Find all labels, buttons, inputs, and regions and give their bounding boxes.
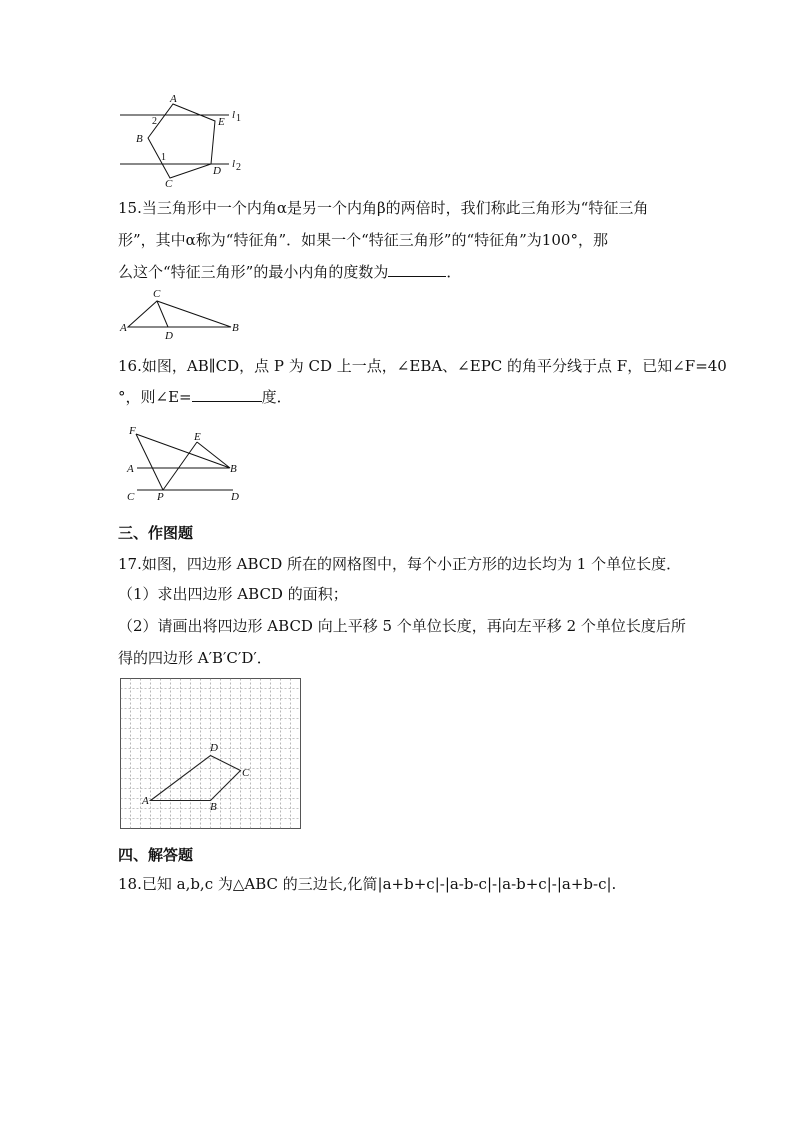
label-angle1: 1 (161, 152, 166, 163)
segment-EP (163, 442, 197, 490)
q18-line1: 18.已知 a,b,c 为△ABC 的三边长,化简|a+b+c|-|a-b-c|-|a-b+c|-|a+b-c|. (118, 875, 617, 893)
label-C: C (165, 178, 173, 190)
label-A: A (127, 463, 134, 475)
label-l1: l (232, 109, 236, 121)
label-D: D (231, 491, 239, 503)
label-l2-sub: 2 (236, 162, 241, 173)
label-D: D (210, 742, 218, 754)
label-A: A (170, 93, 177, 105)
label-B: B (232, 322, 239, 334)
q15-line3-end: ． (446, 263, 462, 281)
q15-answer-blank[interactable] (388, 262, 446, 277)
segment-EB (197, 442, 230, 468)
label-B: B (210, 801, 217, 813)
q15-line3-text: 么这个“特征三角形”的最小内角的度数为 (118, 263, 389, 281)
label-F: F (129, 425, 136, 437)
q16-line2-text: °，则∠E= (118, 388, 192, 406)
triangle-figure (115, 286, 245, 344)
q16-line1: 16.如图，AB∥CD，点 P 为 CD 上一点，∠EBA、∠EPC 的角平分线于点 F，已知∠F=40 (118, 357, 727, 375)
section-4-title: 四、解答题 (118, 846, 194, 864)
label-E: E (194, 431, 201, 443)
label-l1-sub: 1 (236, 113, 241, 124)
label-C: C (153, 288, 161, 300)
segment-CD (157, 301, 168, 327)
q15-line2: 形”，其中α称为“特征角”．如果一个“特征三角形”的“特征角”为100°，那 (118, 231, 608, 249)
label-E: E (218, 116, 225, 128)
q17-part2-line2: 得的四边形 A′B′C′D′． (118, 649, 272, 667)
grid-figure (119, 677, 304, 832)
pentagon-figure (115, 90, 255, 190)
q17-part2-line1: （2）请画出将四边形 ABCD 向上平移 5 个单位长度，再向左平移 2 个单位长度后所 (118, 617, 686, 635)
label-A: A (142, 795, 149, 807)
label-C: C (127, 491, 135, 503)
q17-line1: 17.如图，四边形 ABCD 所在的网格图中，每个小正方形的边长均为 1 个单位长度． (118, 555, 682, 573)
label-angle2: 2 (152, 116, 157, 127)
q16-line2-end: 度． (261, 388, 292, 406)
q16-line2 (118, 387, 292, 407)
q17-part1: （1）求出四边形 ABCD 的面积； (118, 585, 348, 603)
q15-line3 (118, 262, 461, 282)
triangle-shape (128, 301, 231, 327)
label-D: D (213, 165, 221, 177)
label-B: B (136, 133, 143, 145)
label-A: A (120, 322, 127, 334)
label-D: D (165, 330, 173, 342)
q15-line1: 15.当三角形中一个内角α是另一个内角β的两倍时，我们称此三角形为“特征三角 (118, 199, 649, 217)
q16-answer-blank[interactable] (192, 387, 262, 402)
label-l2: l (232, 158, 236, 170)
label-C: C (242, 767, 250, 779)
parallel-lines-figure (115, 418, 250, 506)
label-P: P (157, 491, 164, 503)
label-B: B (230, 463, 237, 475)
section-3-title: 三、作图题 (118, 524, 194, 542)
